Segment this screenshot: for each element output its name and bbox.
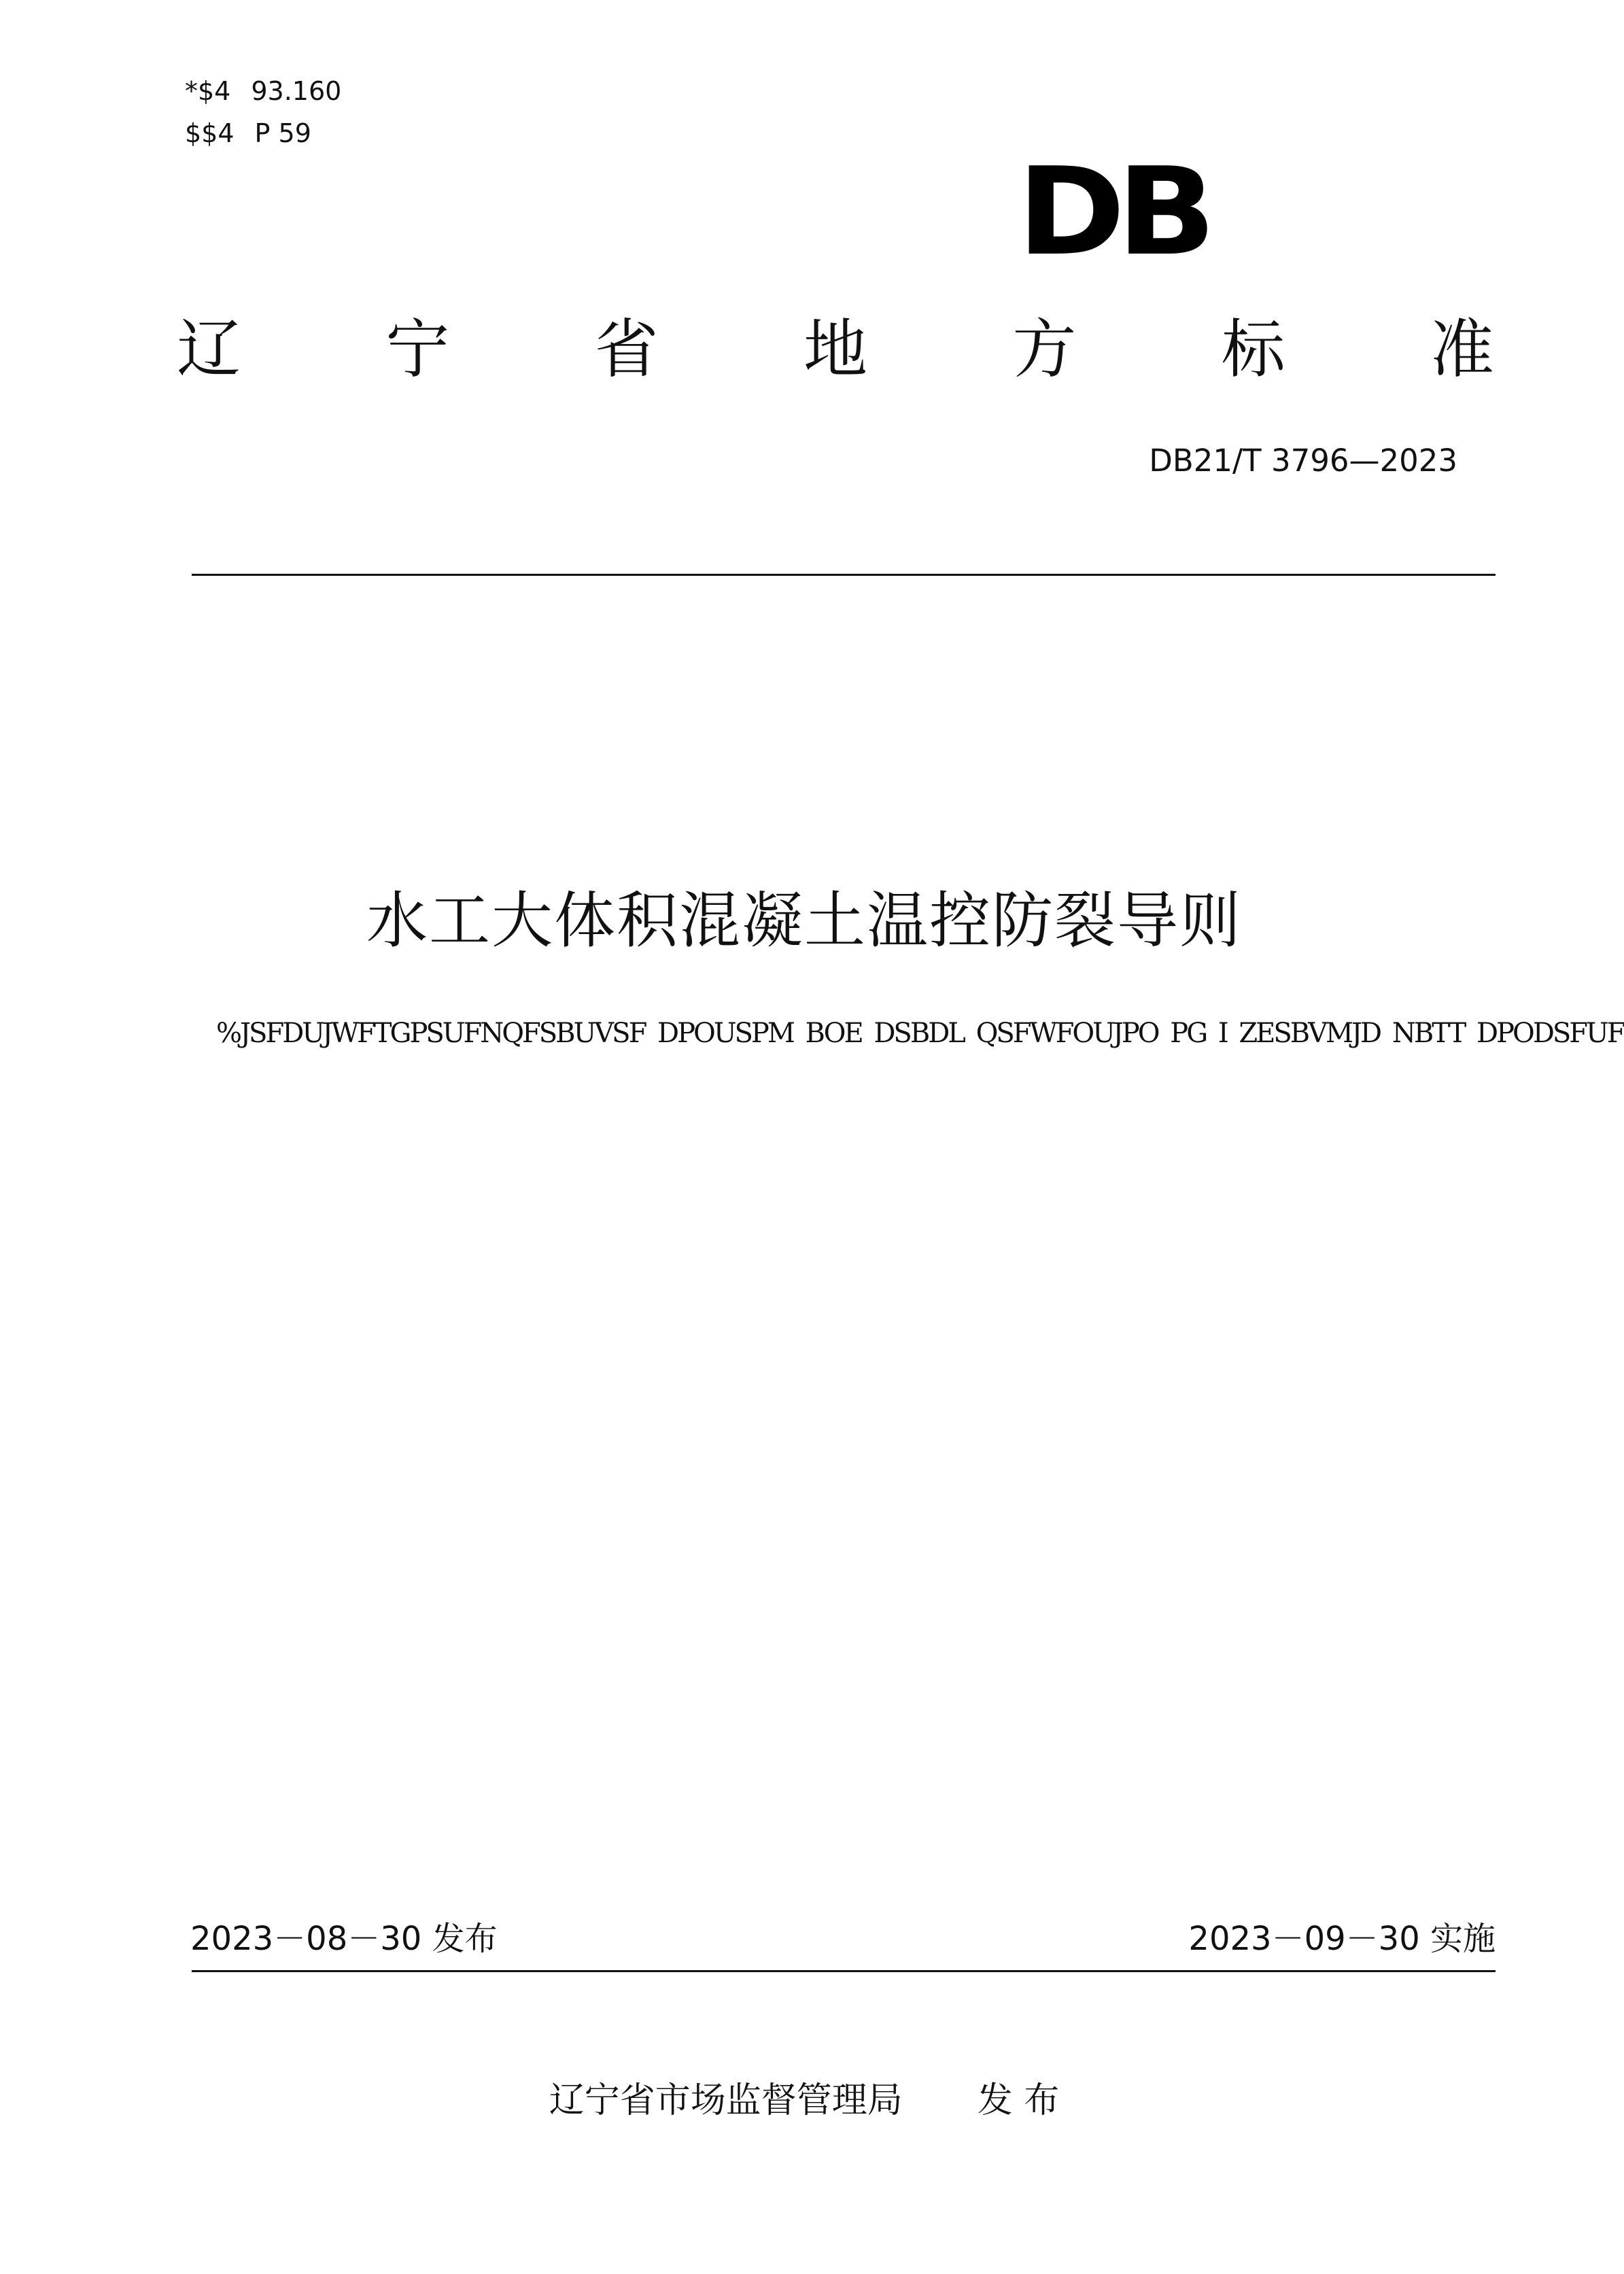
implementation-date: 2023－09－30 实施 xyxy=(1188,1920,1496,1958)
ics-classification xyxy=(185,75,341,107)
standard-type-char: 准 xyxy=(1430,313,1494,387)
issuer-line xyxy=(0,2077,1608,2124)
top-divider xyxy=(192,574,1496,576)
bottom-divider xyxy=(192,1970,1496,1972)
db-logo: DB xyxy=(1017,141,1208,282)
standard-type-heading xyxy=(177,309,1494,391)
ics-value: 93.160 xyxy=(251,76,342,106)
standard-type-char: 省 xyxy=(594,313,659,387)
standard-number: DB21/T 3796—2023 xyxy=(1149,443,1457,479)
ccs-classification xyxy=(185,117,311,150)
issuer-action: 发 布 xyxy=(977,2080,1060,2121)
standard-type-char: 地 xyxy=(803,313,867,387)
title-english: %JSFDUJWFTGPSUFNQFSBUVSF DPOUSPM BOE DSBDL QSFWFOUJPO PG I ZESBVMJD NBTT DPODSFUF xyxy=(216,1018,1624,1049)
ccs-value: P 59 xyxy=(254,118,311,148)
issuer-name: 辽宁省市场监督管理局 xyxy=(549,2080,903,2121)
ccs-prefix: $$4 xyxy=(185,118,235,148)
standard-type-char: 标 xyxy=(1221,313,1285,387)
standard-type-char: 辽 xyxy=(177,313,241,387)
standard-type-char: 方 xyxy=(1012,313,1077,387)
standard-type-char: 宁 xyxy=(385,313,450,387)
issue-date: 2023－08－30 发布 xyxy=(190,1920,498,1958)
title-chinese: 水工大体积混凝土温控防裂导则 xyxy=(366,885,1242,957)
ics-prefix: *$4 xyxy=(185,76,231,106)
